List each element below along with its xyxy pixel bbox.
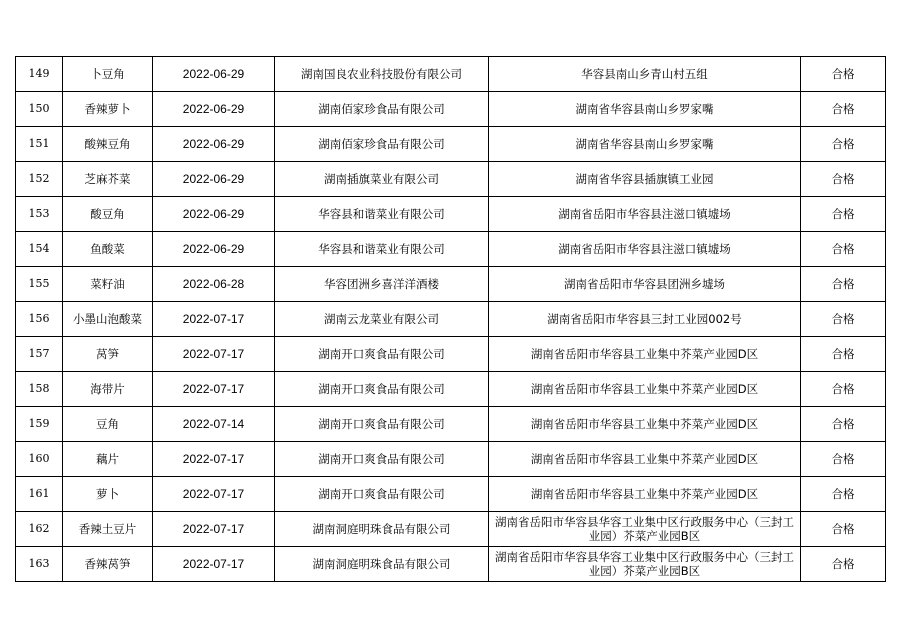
result-cell: 合格 xyxy=(801,337,886,372)
company-name-cell: 湖南云龙菜业有限公司 xyxy=(275,302,489,337)
row-number-cell: 162 xyxy=(16,512,63,547)
result-cell: 合格 xyxy=(801,302,886,337)
address-cell: 湖南省华容县南山乡罗家嘴 xyxy=(489,127,801,162)
production-date-cell: 2022-06-29 xyxy=(153,197,275,232)
product-name-cell: 豆角 xyxy=(63,407,153,442)
company-name-cell: 湖南开口爽食品有限公司 xyxy=(275,337,489,372)
result-cell: 合格 xyxy=(801,127,886,162)
product-name-cell: 香辣萝卜 xyxy=(63,92,153,127)
address-cell: 湖南省岳阳市华容县三封工业园002号 xyxy=(489,302,801,337)
company-name-cell: 湖南国良农业科技股份有限公司 xyxy=(275,57,489,92)
company-name-cell: 湖南佰家珍食品有限公司 xyxy=(275,127,489,162)
row-number-cell: 151 xyxy=(16,127,63,162)
product-name-cell: 芝麻芥菜 xyxy=(63,162,153,197)
result-cell: 合格 xyxy=(801,512,886,547)
production-date-cell: 2022-06-29 xyxy=(153,162,275,197)
company-name-cell: 湖南开口爽食品有限公司 xyxy=(275,442,489,477)
table-row xyxy=(16,372,886,407)
table-row xyxy=(16,57,886,92)
product-name-cell: 香辣莴笋 xyxy=(63,547,153,582)
address-cell: 湖南省华容县插旗镇工业园 xyxy=(489,162,801,197)
table-row xyxy=(16,337,886,372)
company-name-cell: 湖南洞庭明珠食品有限公司 xyxy=(275,547,489,582)
table-row xyxy=(16,162,886,197)
company-name-cell: 湖南洞庭明珠食品有限公司 xyxy=(275,512,489,547)
result-cell: 合格 xyxy=(801,372,886,407)
inspection-table xyxy=(15,56,886,582)
address-cell: 湖南省岳阳市华容县注滋口镇墟场 xyxy=(489,197,801,232)
production-date-cell: 2022-07-17 xyxy=(153,547,275,582)
result-cell: 合格 xyxy=(801,232,886,267)
product-name-cell: 鱼酸菜 xyxy=(63,232,153,267)
row-number-cell: 150 xyxy=(16,92,63,127)
inspection-table-page xyxy=(15,56,885,582)
address-cell: 湖南省岳阳市华容县工业集中芥菜产业园D区 xyxy=(489,407,801,442)
address-cell: 湖南省岳阳市华容县华容工业集中区行政服务中心（三封工业园）芥菜产业园B区 xyxy=(489,547,801,582)
production-date-cell: 2022-07-17 xyxy=(153,512,275,547)
row-number-cell: 149 xyxy=(16,57,63,92)
address-cell: 湖南省岳阳市华容县工业集中芥菜产业园D区 xyxy=(489,337,801,372)
company-name-cell: 湖南开口爽食品有限公司 xyxy=(275,407,489,442)
address-cell: 华容县南山乡青山村五组 xyxy=(489,57,801,92)
production-date-cell: 2022-07-17 xyxy=(153,302,275,337)
table-row xyxy=(16,442,886,477)
product-name-cell: 酸豆角 xyxy=(63,197,153,232)
address-cell: 湖南省华容县南山乡罗家嘴 xyxy=(489,92,801,127)
address-cell: 湖南省岳阳市华容县工业集中芥菜产业园D区 xyxy=(489,477,801,512)
result-cell: 合格 xyxy=(801,267,886,302)
production-date-cell: 2022-07-14 xyxy=(153,407,275,442)
company-name-cell: 湖南开口爽食品有限公司 xyxy=(275,477,489,512)
table-row xyxy=(16,197,886,232)
row-number-cell: 160 xyxy=(16,442,63,477)
address-cell: 湖南省岳阳市华容县工业集中芥菜产业园D区 xyxy=(489,372,801,407)
row-number-cell: 155 xyxy=(16,267,63,302)
product-name-cell: 萝卜 xyxy=(63,477,153,512)
row-number-cell: 153 xyxy=(16,197,63,232)
row-number-cell: 156 xyxy=(16,302,63,337)
table-row xyxy=(16,512,886,547)
product-name-cell: 菜籽油 xyxy=(63,267,153,302)
row-number-cell: 154 xyxy=(16,232,63,267)
address-cell: 湖南省岳阳市华容县注滋口镇墟场 xyxy=(489,232,801,267)
result-cell: 合格 xyxy=(801,407,886,442)
company-name-cell: 湖南开口爽食品有限公司 xyxy=(275,372,489,407)
row-number-cell: 163 xyxy=(16,547,63,582)
result-cell: 合格 xyxy=(801,57,886,92)
result-cell: 合格 xyxy=(801,162,886,197)
table-row xyxy=(16,407,886,442)
product-name-cell: 小墨山泡酸菜 xyxy=(63,302,153,337)
company-name-cell: 湖南插旗菜业有限公司 xyxy=(275,162,489,197)
result-cell: 合格 xyxy=(801,442,886,477)
production-date-cell: 2022-06-29 xyxy=(153,57,275,92)
result-cell: 合格 xyxy=(801,197,886,232)
table-row xyxy=(16,547,886,582)
result-cell: 合格 xyxy=(801,547,886,582)
address-cell: 湖南省岳阳市华容县华容工业集中区行政服务中心（三封工业园）芥菜产业园B区 xyxy=(489,512,801,547)
result-cell: 合格 xyxy=(801,92,886,127)
production-date-cell: 2022-06-29 xyxy=(153,92,275,127)
table-row xyxy=(16,302,886,337)
company-name-cell: 湖南佰家珍食品有限公司 xyxy=(275,92,489,127)
product-name-cell: 藕片 xyxy=(63,442,153,477)
production-date-cell: 2022-07-17 xyxy=(153,477,275,512)
product-name-cell: 卜豆角 xyxy=(63,57,153,92)
table-body xyxy=(16,57,886,582)
row-number-cell: 157 xyxy=(16,337,63,372)
table-row xyxy=(16,232,886,267)
company-name-cell: 华容团洲乡喜洋洋酒楼 xyxy=(275,267,489,302)
production-date-cell: 2022-07-17 xyxy=(153,337,275,372)
production-date-cell: 2022-06-28 xyxy=(153,267,275,302)
table-row xyxy=(16,127,886,162)
production-date-cell: 2022-07-17 xyxy=(153,372,275,407)
company-name-cell: 华容县和谐菜业有限公司 xyxy=(275,232,489,267)
product-name-cell: 莴笋 xyxy=(63,337,153,372)
product-name-cell: 香辣土豆片 xyxy=(63,512,153,547)
table-row xyxy=(16,267,886,302)
product-name-cell: 海带片 xyxy=(63,372,153,407)
production-date-cell: 2022-06-29 xyxy=(153,232,275,267)
row-number-cell: 159 xyxy=(16,407,63,442)
table-row xyxy=(16,477,886,512)
address-cell: 湖南省岳阳市华容县工业集中芥菜产业园D区 xyxy=(489,442,801,477)
product-name-cell: 酸辣豆角 xyxy=(63,127,153,162)
row-number-cell: 152 xyxy=(16,162,63,197)
address-cell: 湖南省岳阳市华容县团洲乡墟场 xyxy=(489,267,801,302)
table-row xyxy=(16,92,886,127)
result-cell: 合格 xyxy=(801,477,886,512)
row-number-cell: 161 xyxy=(16,477,63,512)
company-name-cell: 华容县和谐菜业有限公司 xyxy=(275,197,489,232)
row-number-cell: 158 xyxy=(16,372,63,407)
production-date-cell: 2022-07-17 xyxy=(153,442,275,477)
production-date-cell: 2022-06-29 xyxy=(153,127,275,162)
